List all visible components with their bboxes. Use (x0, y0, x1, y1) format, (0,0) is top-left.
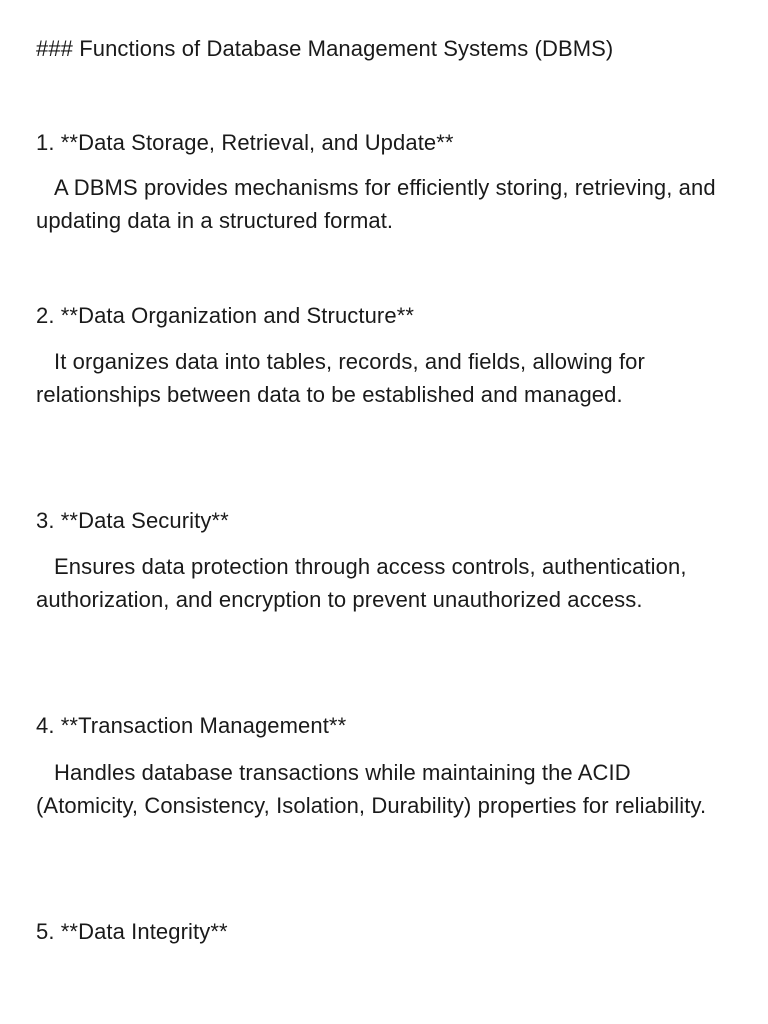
section-body-text: Ensures data protection through access controls, authentication, authorization, and encryption to prevent unauthorized access. (36, 554, 687, 612)
section-body-data-organization (36, 346, 736, 411)
section-title-transaction-management: 4. **Transaction Management** (36, 713, 347, 738)
section-body-text: A DBMS provides mechanisms for efficiently storing, retrieving, and updating data in a structured format. (36, 175, 716, 233)
section-title-data-integrity: 5. **Data Integrity** (36, 919, 228, 944)
section-body-text: It organizes data into tables, records, and fields, allowing for relationships between data to be established and managed. (36, 349, 645, 407)
document-heading: ### Functions of Database Management Systems (DBMS) (36, 36, 614, 61)
section-body-data-security (36, 551, 736, 616)
section-body-data-storage (36, 172, 736, 237)
section-title-data-security: 3. **Data Security** (36, 508, 229, 533)
section-body-text: Handles database transactions while maintaining the ACID (Atomicity, Consistency, Isolation, Durability) properties for reliability. (36, 760, 707, 818)
section-body-transaction-management (36, 757, 736, 822)
section-title-data-storage: 1. **Data Storage, Retrieval, and Update** (36, 130, 454, 155)
section-title-data-organization: 2. **Data Organization and Structure** (36, 303, 415, 328)
